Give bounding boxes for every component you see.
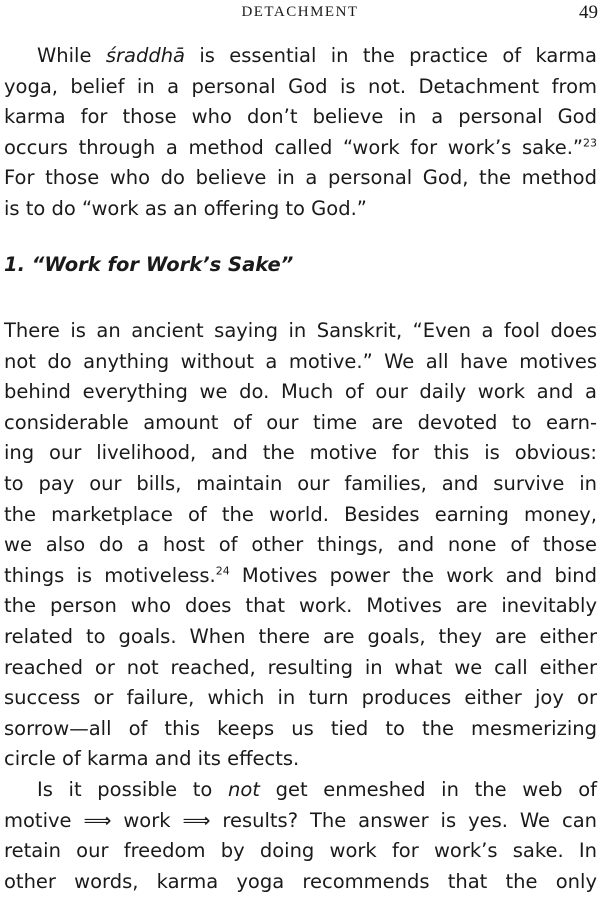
text-line: For those who do believe in a personal God, the method: [4, 166, 597, 190]
text-line: circle of karma and its effects.: [4, 747, 300, 771]
text-line: not do anything without a motive.” We all have motives: [4, 349, 597, 373]
text-line: karma for those who don’t believe in a personal God: [4, 105, 597, 129]
text-line: occurs through a method called “work for work’s sake.”$^{23}$: [4, 135, 597, 159]
text-line: yoga, belief in a personal God is not. Detachment from: [4, 74, 597, 98]
paragraph-2: [4, 316, 597, 775]
text-line: sorrow—all of this keeps us tied to the mesmerizing: [4, 716, 597, 740]
paragraph-1: [4, 41, 597, 225]
text-line: considerable amount of our time are devoted to earn-: [4, 410, 597, 434]
text-line: other words, karma yoga recommends that the only: [4, 869, 597, 893]
paragraph-3: [4, 775, 597, 897]
footnote-ref-23: 23: [583, 136, 597, 150]
text-line: is to do “work as an offering to God.”: [4, 196, 367, 220]
italic-word: not: [228, 778, 260, 801]
text-line: related to goals. When there are goals, they are either: [4, 624, 597, 648]
text-line: to pay our bills, maintain our families, and survive in: [4, 471, 597, 495]
running-head-title: DETACHMENT: [241, 4, 359, 20]
page-number: 49: [579, 2, 598, 23]
text-line: reached or not reached, resulting in what we call either: [4, 655, 597, 679]
running-head: [0, 2, 600, 24]
text-line: There is an ancient saying in Sanskrit, “Even a fool does: [4, 319, 597, 342]
section-heading: 1. “Work for Work’s Sake”: [4, 253, 294, 276]
footnote-ref-24: 24: [215, 564, 230, 578]
text-line: the person who does that work. Motives are inevitably: [4, 594, 597, 618]
text-line: ing our livelihood, and the motive for this is obvious:: [4, 441, 597, 465]
text-line: While śraddhā is essential in the practice of karma: [37, 44, 597, 67]
text-line: we also do a host of other things, and none of those: [4, 533, 597, 557]
italic-term: śraddhā: [105, 44, 186, 67]
text-line: things is motiveless.$^{24}$ Motives power the work and bind: [4, 563, 597, 587]
text-line: Is it possible to not get enmeshed in the web of: [37, 778, 597, 801]
text-line: success or failure, which in turn produces either joy or: [4, 686, 597, 710]
text-line: behind everything we do. Much of our daily work and a: [4, 380, 597, 404]
text-line: retain our freedom by doing work for work’s sake. In: [4, 839, 597, 863]
text-line: the marketplace of the world. Besides earning money,: [4, 502, 597, 526]
text-line: motive ⟹ work ⟹ results? The answer is yes. We can: [4, 808, 597, 832]
